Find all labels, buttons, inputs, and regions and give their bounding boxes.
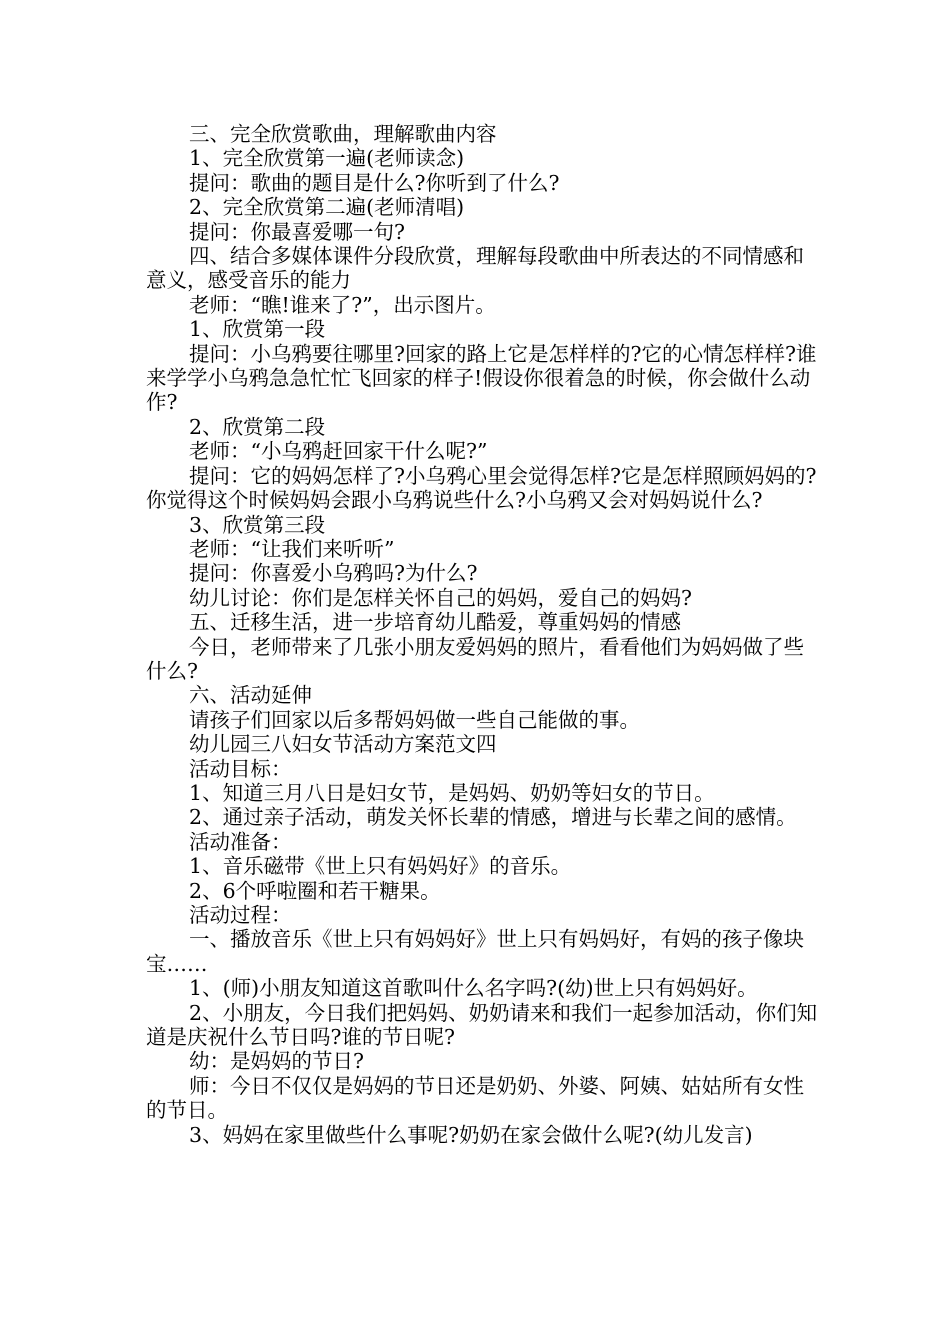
heading-section-4: 四、结合多媒体课件分段欣赏，理解每段歌曲中所表达的不同情感和意义，感受音乐的能力 [146, 244, 805, 293]
teacher-line: 老师：“小乌鸦赶回家干什么呢?” [189, 439, 488, 464]
plan-title: 幼儿园三八妇女节活动方案范文四 [189, 732, 497, 757]
heading-section-6: 六、活动延伸 [189, 683, 313, 708]
list-item: 2、欣赏第二段 [189, 414, 326, 439]
list-item: 1、(师)小朋友知道这首歌叫什么名字吗?(幼)世上只有妈妈好。 [189, 976, 758, 1001]
list-item: 2、完全欣赏第二遍(老师清唱) [189, 195, 465, 220]
heading-section-5: 五、迁移生活，进一步培育幼儿酷爱，尊重妈妈的情感 [189, 610, 682, 635]
list-item: 1、完全欣赏第一遍(老师读念) [189, 146, 465, 171]
subheading-process: 活动过程： [189, 903, 292, 927]
heading-section-3: 三、完全欣赏歌曲，理解歌曲内容 [189, 122, 497, 146]
subheading-preparation: 活动准备： [189, 829, 292, 854]
list-item: 2、小朋友，今日我们把妈妈、奶奶请来和我们一起参加活动，你们知道是庆祝什么节日吗?谁的节日呢? [146, 1000, 818, 1050]
body-paragraph: 今日，老师带来了几张小朋友爱妈妈的照片，看看他们为妈妈做了些什么? [146, 634, 805, 683]
question-paragraph: 提问：它的妈妈怎样了?小乌鸦心里会觉得怎样?它是怎样照顾妈妈的?你觉得这个时候妈妈会跟小乌鸦说些什么?小乌鸦又会对妈妈说什么? [146, 463, 817, 513]
list-item: 1、知道三月八日是妇女节，是妈妈、奶奶等妇女的节日。 [189, 780, 715, 805]
body-paragraph: 请孩子们回家以后多帮妈妈做一些自己能做的事。 [189, 707, 641, 732]
teacher-line: 老师：“让我们来听听” [189, 536, 395, 561]
list-item: 2、通过亲子活动，萌发关怀长辈的情感，增进与长辈之间的感情。 [189, 805, 797, 830]
discussion-paragraph: 幼儿讨论：你们是怎样关怀自己的妈妈，爱自己的妈妈? [189, 585, 693, 610]
question-paragraph: 提问：你最喜爱哪一句? [189, 219, 406, 244]
subheading-goals: 活动目标： [189, 756, 292, 781]
teacher-line: 老师：“瞧!谁来了?”，出示图片。 [189, 292, 496, 317]
child-line: 幼：是妈妈的节日? [189, 1049, 365, 1074]
list-item: 1、音乐磁带《世上只有妈妈好》的音乐。 [189, 854, 572, 879]
document-body [146, 122, 818, 1147]
heading-step-1: 一、播放音乐《世上只有妈妈好》世上只有妈妈好，有妈的孩子像块宝…… [146, 927, 805, 976]
list-item: 3、妈妈在家里做些什么事呢?奶奶在家会做什么呢?(幼儿发言) [189, 1122, 753, 1147]
list-item: 2、6个呼啦圈和若干糖果。 [189, 878, 441, 903]
question-paragraph: 提问：小乌鸦要往哪里?回家的路上它是怎样样的?它的心情怎样样?谁来学学小乌鸦急急忙忙飞回家的样子!假设你很着急的时候，你会做什么动作? [146, 341, 817, 415]
list-item: 3、欣赏第三段 [189, 512, 326, 537]
list-item: 1、欣赏第一段 [189, 317, 326, 342]
teacher-line: 师：今日不仅仅是妈妈的节日还是奶奶、外婆、阿姨、姑姑所有女性的节日。 [146, 1073, 805, 1123]
question-paragraph: 提问：歌曲的题目是什么?你听到了什么? [189, 170, 560, 195]
question-paragraph: 提问：你喜爱小乌鸦吗?为什么? [189, 561, 478, 586]
